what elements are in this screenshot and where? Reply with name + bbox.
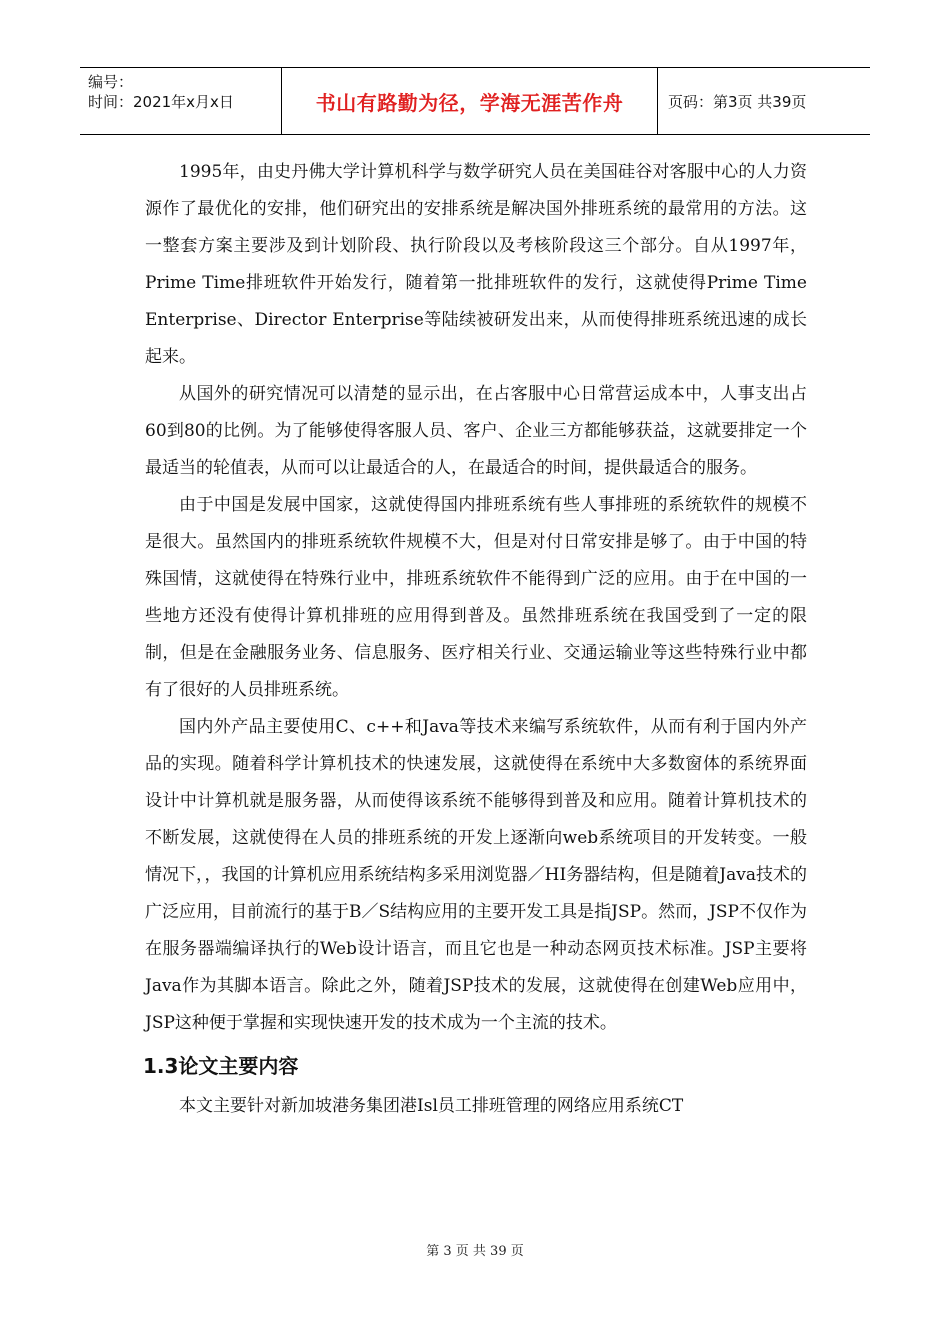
- page-footer: 第 3 页 共 39 页: [426, 1244, 524, 1259]
- header-meta-cell: [80, 68, 282, 134]
- time-label: 时间：2021年x月x日: [88, 93, 234, 111]
- page-code: 页码：第3页 共39页: [668, 92, 807, 111]
- motto: 书山有路勤为径，学海无涯苦作舟: [315, 90, 624, 115]
- number-label: 编号：: [88, 73, 134, 91]
- document-body: [143, 154, 824, 1125]
- paragraph: 本文主要针对新加坡港务集团港Isl员工排班管理的网络应用系统CT: [179, 1096, 684, 1116]
- paragraph: 由于中国是发展中国家，这就使得国内排班系统有些人事排班的系统软件的规模不是很大。虽然国内的排班系统软件规模不大，但是对付日常安排是够了。由于中国的特殊国情，这就使得在特殊行业中，排班系统软件不能得到广泛的应用。由于在中国的一些地方还没有使得计算机排班的应用得到普及。虽然排班系统在我国受到了一定的限制，但是在金融服务业务、信息服务、医疗相关行业、交通运输业等这些特殊行业中都有了很好的人员排班系统。: [145, 495, 807, 700]
- header-page-cell: [658, 68, 870, 134]
- paragraph: 从国外的研究情况可以清楚的显示出，在占客服中心日常营运成本中，人事支出占60到80的比例。为了能够使得客服人员、客户、企业三方都能够获益，这就要排定一个最适当的轮值表，从而可以让最适合的人，在最适合的时间，提供最适合的服务。: [145, 384, 807, 478]
- header-motto-cell: [282, 68, 658, 134]
- paragraph: 1995年，由史丹佛大学计算机科学与数学研究人员在美国硅谷对客服中心的人力资源作了最优化的安排，他们研究出的安排系统是解决国外排班系统的最常用的方法。这一整套方案主要涉及到计划阶段、执行阶段以及考核阶段这三个部分。自从1997年，Prime Time排班软件开始发行，随着第一批排班软件的发行，这就使得Prime Time Enterprise、Director Enterprise等陆续被研发出来，从而使得排班系统迅速的成长起来。: [145, 162, 824, 367]
- page-header: [80, 67, 870, 135]
- paragraph: 国内外产品主要使用C、c++和Java等技术来编写系统软件，从而有利于国内外产品的实现。随着科学计算机技术的快速发展，这就使得在系统中大多数窗体的系统界面设计中计算机就是服务器，从而使得该系统不能够得到普及和应用。随着计算机技术的不断发展，这就使得在人员的排班系统的开发上逐渐向web系统项目的开发转变。一般情况下，，我国的计算机应用系统结构多采用浏览器／HI务器结构，但是随着Java技术的广泛应用，目前流行的基于B／S结构应用的主要开发工具是指JSP。然而，JSP不仅作为在服务器端编译执行的Web设计语言，而且它也是一种动态网页技术标准。JSP主要将Java作为其脚本语言。除此之外，随着JSP技术的发展，这就使得在创建Web应用中，JSP这种便于掌握和实现快速开发的技术成为一个主流的技术。: [145, 717, 807, 1033]
- section-heading: 1.3论文主要内容: [143, 1054, 299, 1078]
